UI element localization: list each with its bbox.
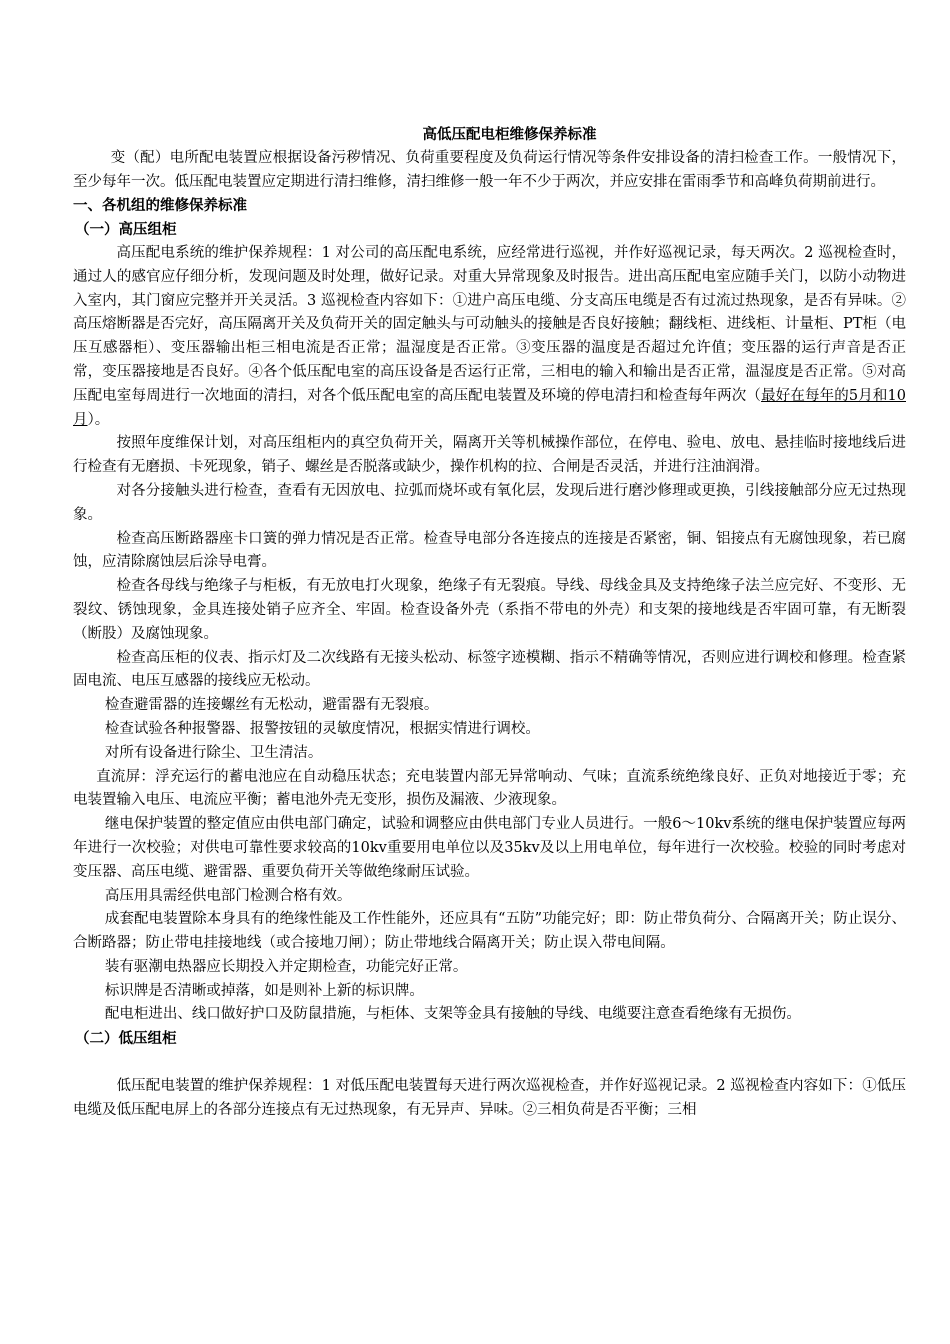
hv-paragraph-7: 检查避雷器的连接螺丝有无松动，避雷器有无裂痕。 [104, 697, 439, 714]
lv-paragraph-1: 低压配电装置的维护保养规程：1 对低压配电装置每天进行两次巡视检查，并作好巡视记录。2 巡视检查内容如下：①低压电缆及低压配电屏上的各部分连接点有无过热现象，有无异声、异味。②三相负荷是否平衡；三相 [73, 1078, 906, 1118]
subsection-heading-hv: （一）高压组柜 [75, 221, 177, 239]
hv-paragraph-16: 配电柜进出、线口做好护口及防鼠措施，与柜体、支架等金具有接触的导线、电缆要注意查看绝缘有无损伤。 [104, 1006, 801, 1023]
hv-paragraph-8: 检查试验各种报警器、报警按钮的灵敏度情况，根据实情进行调校。 [104, 720, 540, 737]
spacer [73, 1051, 906, 1075]
subsection-heading-lv: （二）低压组柜 [75, 1030, 177, 1048]
hv-paragraph-5: 检查各母线与绝缘子与柜板，有无放电打火现象，绝缘子有无裂痕。导线、母线金具及支持绝缘子法兰应完好、不变形、无裂纹、锈蚀现象，金具连接处销子应齐全、牢固。检查设备外壳（系指不带电的外壳）和支架的接地线是否牢固可靠，有无断裂（断股）及腐蚀现象。 [73, 578, 906, 642]
hv-paragraph-1 [73, 242, 906, 432]
hv-paragraph-1-end: ）。 [87, 411, 110, 428]
hv-paragraph-15: 标识牌是否清晰或掉落，如是则补上新的标识牌。 [104, 982, 424, 999]
section-heading-1: 一、各机组的维修保养标准 [73, 197, 247, 215]
hv-paragraph-3: 对各分接触头进行检查，查看有无因放电、拉弧而烧坏或有氧化层，发现后进行磨沙修理或更换，引线接触部分应无过热现象。 [73, 482, 906, 523]
hv-paragraph-6: 检查高压柜的仪表、指示灯及二次线路有无接头松动、标签字迹模糊、指示不精确等情况，否则应进行调校和修理。检查紧固电流、电压互感器的接线应无松动。 [73, 649, 906, 690]
hv-paragraph-1-underlined: 最好在每年的5月和10月 [73, 387, 906, 428]
hv-paragraph-9: 对所有设备进行除尘、卫生清洁。 [104, 744, 323, 761]
hv-paragraph-1-main: 高压配电系统的维护保养规程：1 对公司的高压配电系统，应经常进行巡视，并作好巡视记录，每天两次。2 巡视检查时，通过人的感官应仔细分析，发现问题及时处理，做好记录。对重大异常现象及时报告。进出高压配电室应随手关门，以防小动物进入室内，其门窗应完整并开关灵活。3 巡视检查内容如下：①进户高压电缆、分支高压电缆是否有过流过热现象，是否有异味。②高压熔断器是否完好，高压隔离开关及负荷开关的固定触头与可动触头的接触是否良好接触；翻线柜、进线柜、计量柜、PT柜（电压互感器柜）、变压器输出柜三相电流是否正常；温湿度是否正常。③变压器的温度是否超过允许值；变压器的运行声音是否正常，变压器接地是否良好。④各个低压配电室的高压设备是否运行正常，三相电的输入和输出是否正常，温湿度是否正常。⑤对高压配电室每周进行一次地面的清扫，对各个低压配电室的高压配电装置及环境的停电清扫和检查每年两次（ [73, 244, 906, 404]
hv-paragraph-10: 直流屏：浮充运行的蓄电池应在自动稳压状态；充电装置内部无异常响动、气味；直流系统绝缘良好、正负对地接近于零；充电装置输入电压、电流应平衡；蓄电池外壳无变形，损伤及漏液、少液现象。 [73, 768, 906, 809]
hv-paragraph-13: 成套配电装置除本身具有的绝缘性能及工作性能外，还应具有“五防”功能完好；即：防止带负荷分、合隔离开关；防止误分、合断路器；防止带电挂接地线（或合接地刀闸）；防止带地线合隔离开关；防止误入带电间隔。 [73, 911, 906, 952]
hv-paragraph-11: 继电保护装置的整定值应由供电部门确定，试验和调整应由供电部门专业人员进行。一般6～10kv系统的继电保护装置应每两年进行一次校验；对供电可靠性要求较高的10kv重要用电单位以及35kv及以上用电单位，每年进行一次校验。校验的同时考虑对变压器、高压电缆、避雷器、重要负荷开关等做绝缘耐压试验。 [73, 816, 906, 880]
document-title: 高低压配电柜维修保养标准 [422, 126, 597, 143]
hv-paragraph-2: 按照年度维保计划，对高压组柜内的真空负荷开关，隔离开关等机械操作部位，在停电、验电、放电、悬挂临时接地线后进行检查有无磨损、卡死现象，销子、螺丝是否脱落或缺少，操作机构的拉、合闸是否灵活，并进行注油润滑。 [73, 435, 906, 476]
hv-paragraph-12: 高压用具需经供电部门检测合格有效。 [104, 887, 352, 904]
hv-paragraph-14: 装有驱潮电热器应长期投入并定期检查，功能完好正常。 [104, 958, 468, 975]
intro-paragraph: 变（配）电所配电装置应根据设备污秽情况、负荷重要程度及负荷运行情况等条件安排设备的清扫检查工作。一般情况下，至少每年一次。低压配电装置应定期进行清扫维修，清扫维修一般一年不少于两次，并应安排在雷雨季节和高峰负荷期前进行。 [73, 149, 906, 190]
hv-paragraph-4: 检查高压断路器座卡口簧的弹力情况是否正常。检查导电部分各连接点的连接是否紧密，铜、铝接点有无腐蚀现象，若已腐蚀，应清除腐蚀层后涂导电膏。 [73, 530, 906, 571]
